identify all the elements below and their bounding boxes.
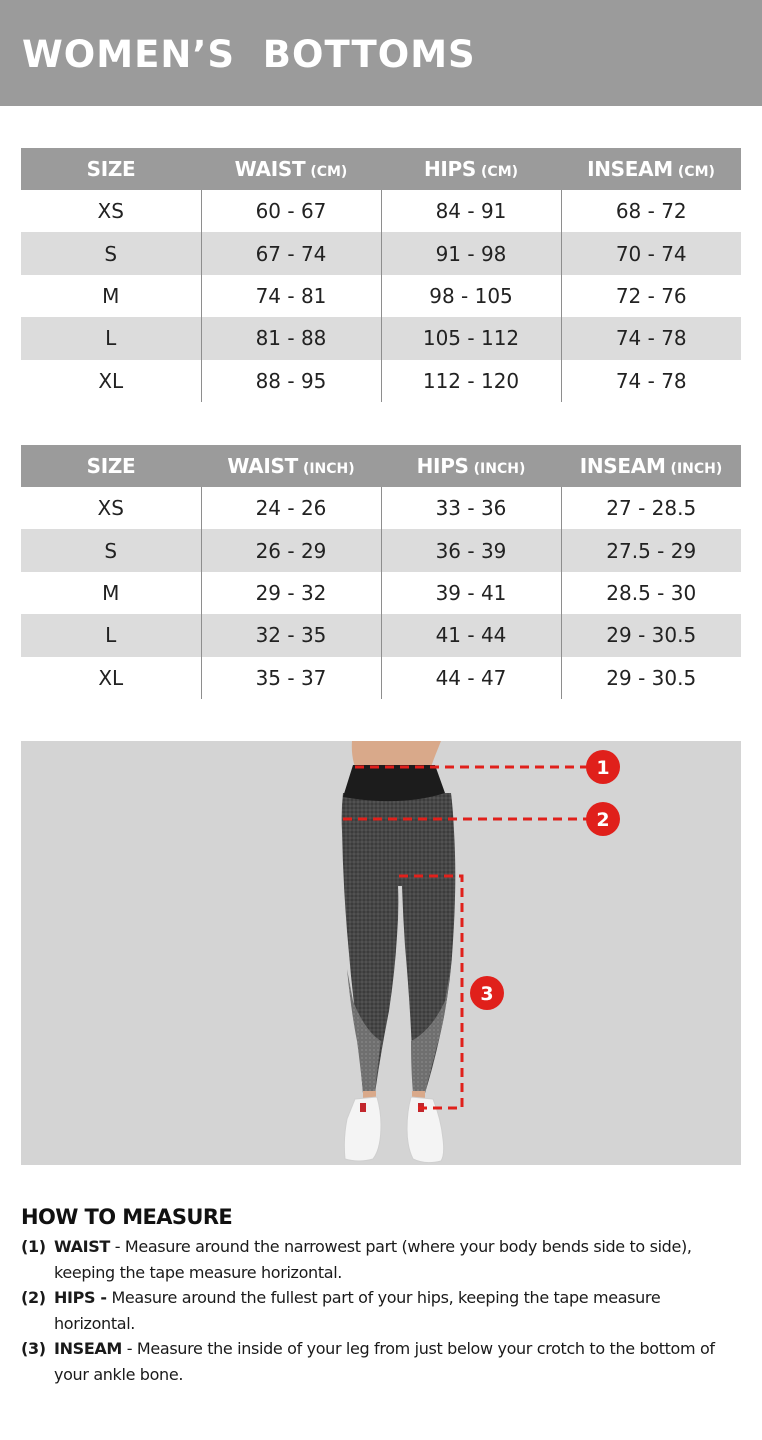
table-row	[21, 360, 741, 402]
cell-size: L	[21, 317, 201, 359]
item-number: (3)	[21, 1339, 46, 1358]
item-description: Measure around the fullest part of your hips, keeping the tape measure horizontal.	[54, 1288, 661, 1333]
column-header-unit: (CM)	[677, 164, 715, 180]
cell-inseam: 27.5 - 29	[561, 529, 741, 571]
column-header-label: HIPS	[423, 157, 477, 181]
column-header-label: SIZE	[86, 454, 136, 478]
column-header-label: HIPS	[416, 454, 469, 478]
table-row	[21, 232, 741, 274]
cell-inseam: 74 - 78	[561, 317, 741, 359]
cell-hips: 105 - 112	[381, 317, 561, 359]
column-header-unit: (INCH)	[302, 461, 355, 477]
table-row	[21, 317, 741, 359]
table-row	[21, 487, 741, 529]
column-header-hips	[381, 148, 561, 190]
measurement-figure	[21, 741, 741, 1165]
torso-skin	[352, 741, 441, 767]
table-row	[21, 572, 741, 614]
sneaker-logo	[360, 1103, 366, 1112]
column-header-unit: (INCH)	[473, 461, 526, 477]
cell-hips: 39 - 41	[381, 572, 561, 614]
column-header-waist	[201, 148, 381, 190]
column-header-inseam	[561, 445, 741, 487]
column-header-unit: (CM)	[481, 164, 519, 180]
list-item	[21, 1336, 746, 1387]
column-header-unit: (INCH)	[670, 461, 723, 477]
cell-size: M	[102, 283, 120, 308]
cell-size: XL	[98, 368, 124, 393]
table-row	[21, 657, 741, 699]
list-item	[21, 1234, 746, 1285]
cell-inseam: 28.5 - 30	[561, 572, 741, 614]
column-header-label: INSEAM	[579, 454, 666, 478]
item-number: (1)	[21, 1237, 46, 1256]
column-header-label: INSEAM	[587, 157, 673, 181]
cell-waist: 24 - 26	[201, 487, 381, 529]
hips-marker-label: 2	[596, 809, 610, 831]
table-row	[21, 190, 741, 232]
column-header-hips	[381, 445, 561, 487]
list-item	[21, 1285, 746, 1336]
cell-size: XL	[98, 665, 124, 690]
inseam-marker-label: 3	[480, 983, 494, 1005]
item-description: - Measure the inside of your leg from just below your crotch to the bottom of your ankle bone.	[54, 1339, 715, 1384]
cell-inseam: 74 - 78	[561, 360, 741, 402]
cell-hips: 84 - 91	[381, 190, 561, 232]
cell-inseam: 72 - 76	[561, 275, 741, 317]
cell-hips: 91 - 98	[381, 232, 561, 274]
item-description: - Measure around the narrowest part (where your body bends side to side), keeping the tape measure horizontal.	[54, 1237, 692, 1282]
item-text	[54, 1234, 746, 1285]
table-header-row	[21, 148, 741, 190]
column-header-label: WAIST	[227, 454, 298, 478]
cell-waist: 60 - 67	[201, 190, 381, 232]
cell-hips: 98 - 105	[381, 275, 561, 317]
cell-size: L	[21, 614, 201, 656]
cell-inseam: 29 - 30.5	[561, 657, 741, 699]
item-text	[54, 1285, 746, 1336]
size-table-inch	[21, 445, 741, 699]
item-number: (2)	[21, 1288, 46, 1307]
table-row	[21, 275, 741, 317]
cell-size: M	[102, 580, 120, 605]
cell-hips: 41 - 44	[381, 614, 561, 656]
table-row	[21, 529, 741, 571]
cell-waist: 74 - 81	[201, 275, 381, 317]
how-to-measure-title: HOW TO MEASURE	[21, 1205, 233, 1229]
column-header-size	[21, 148, 201, 190]
how-to-measure-section	[21, 1203, 746, 1387]
cell-size: S	[21, 232, 201, 274]
cell-waist: 26 - 29	[201, 529, 381, 571]
column-header-inseam	[561, 148, 741, 190]
cell-size: XS	[97, 199, 124, 224]
size-table-cm	[21, 148, 741, 402]
cell-hips: 33 - 36	[381, 487, 561, 529]
cell-waist: 88 - 95	[201, 360, 381, 402]
leggings-illustration	[21, 741, 741, 1165]
item-term: INSEAM	[54, 1339, 123, 1358]
cell-waist: 29 - 32	[201, 572, 381, 614]
cell-inseam: 70 - 74	[561, 232, 741, 274]
table-row	[21, 614, 741, 656]
column-header-label: SIZE	[86, 157, 136, 181]
column-header-unit: (CM)	[310, 164, 348, 180]
column-header-waist	[201, 445, 381, 487]
cell-waist: 81 - 88	[201, 317, 381, 359]
item-term: HIPS -	[54, 1288, 107, 1307]
page-title: WOMEN’S BOTTOMS	[22, 33, 476, 76]
cell-waist: 35 - 37	[201, 657, 381, 699]
header-banner	[0, 0, 762, 106]
cell-inseam: 27 - 28.5	[561, 487, 741, 529]
leggings-waistband	[343, 765, 445, 801]
cell-inseam: 29 - 30.5	[561, 614, 741, 656]
column-header-label: WAIST	[234, 157, 306, 181]
cell-hips: 36 - 39	[381, 529, 561, 571]
item-term: WAIST	[54, 1237, 110, 1256]
table-header-row	[21, 445, 741, 487]
column-header-size	[21, 445, 201, 487]
cell-hips: 44 - 47	[381, 657, 561, 699]
cell-size: XS	[97, 496, 124, 521]
cell-hips: 112 - 120	[381, 360, 561, 402]
cell-waist: 67 - 74	[201, 232, 381, 274]
cell-size: S	[21, 529, 201, 571]
cell-waist: 32 - 35	[201, 614, 381, 656]
waist-marker-label: 1	[596, 757, 610, 779]
item-text	[54, 1336, 746, 1387]
cell-inseam: 68 - 72	[561, 190, 741, 232]
